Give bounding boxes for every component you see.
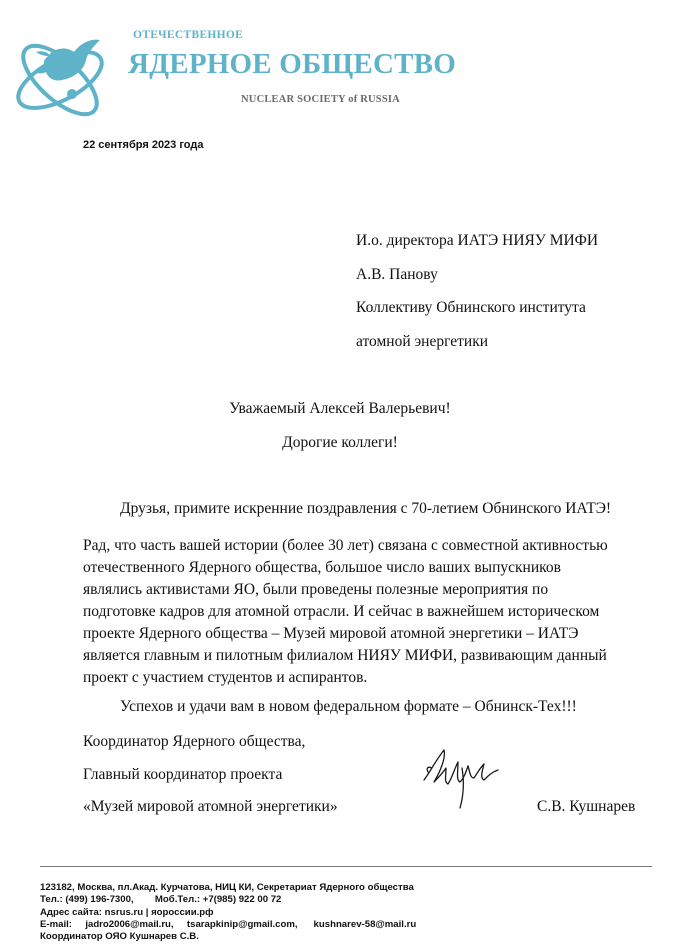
recipient-line: Коллективу Обнинского института	[356, 299, 586, 316]
paragraph-line: отечественного Ядерного общества, большое число ваших выпускников	[83, 559, 561, 576]
paragraph-line: является главным и пилотным филиалом НИЯУ МИФИ, развивающим данный	[83, 647, 607, 664]
footer-line: E-mail: jadro2006@mail.ru, tsarapkinip@gmail.com, kushnarev-58@mail.ru	[40, 918, 417, 930]
footer-line: Координатор ОЯО Кушнарев С.В.	[40, 931, 199, 943]
footer-contacts	[40, 882, 416, 943]
body-paragraph	[83, 535, 653, 689]
paragraph-line: проект с участием студентов и аспирантов.	[83, 669, 368, 686]
paragraph-line: Рад, что часть вашей истории (более 30 лет) связана с совместной активностью	[83, 537, 608, 554]
handwritten-signature	[418, 738, 504, 810]
salutation-line: Уважаемый Алексей Валерьевич!	[229, 400, 451, 417]
salutation-line: Дорогие коллеги!	[282, 434, 398, 451]
recipient-line: И.о. директора ИАТЭ НИЯУ МИФИ	[356, 232, 599, 249]
org-name-top: ОТЕЧЕСТВЕННОЕ	[133, 29, 244, 41]
paragraph-line: являлись активистами ЯО, были проведены полезные мероприятия по	[83, 581, 549, 598]
paragraph-line: проекте Ядерного общества – Музей мировой атомной энергетики – ИАТЭ	[83, 625, 579, 642]
org-name-en: NUCLEAR SOCIETY of RUSSIA	[241, 94, 400, 105]
intro-line: Друзья, примите искренние поздравления с 70-летием Обнинского ИАТЭ!	[120, 500, 612, 517]
footer-line: Тел.: (499) 196-7300, Моб.Тел.: +7(985) 922 00 72	[40, 894, 282, 906]
closing-line: Главный координатор проекта	[83, 766, 283, 783]
footer-line: Адрес сайта: nsrus.ru | яороссии.рф	[40, 906, 214, 918]
recipient-line: атомной энергетики	[356, 333, 489, 350]
atom-dove-logo-icon	[8, 22, 120, 130]
paragraph-line: подготовке кадров для атомной отрасли. И сейчас в важнейшем историческом	[83, 603, 600, 620]
footer-line: 123182, Москва, пл.Акад. Курчатова, НИЦ КИ, Секретариат Ядерного общества	[40, 882, 414, 893]
org-name-main: ЯДЕРНОЕ ОБЩЕСТВО	[128, 48, 456, 80]
closing-line: Координатор Ядерного общества,	[83, 733, 306, 750]
wishes-line: Успехов и удачи вам в новом федеральном формате – Обнинск-Тех!!!	[120, 698, 577, 715]
closing-line: «Музей мировой атомной энергетики»	[83, 798, 338, 815]
footer-divider	[40, 866, 652, 867]
signer-name: С.В. Кушнарев	[537, 798, 636, 815]
letter-date: 22 сентября 2023 года	[83, 139, 204, 151]
recipient-line: А.В. Панову	[356, 266, 438, 283]
